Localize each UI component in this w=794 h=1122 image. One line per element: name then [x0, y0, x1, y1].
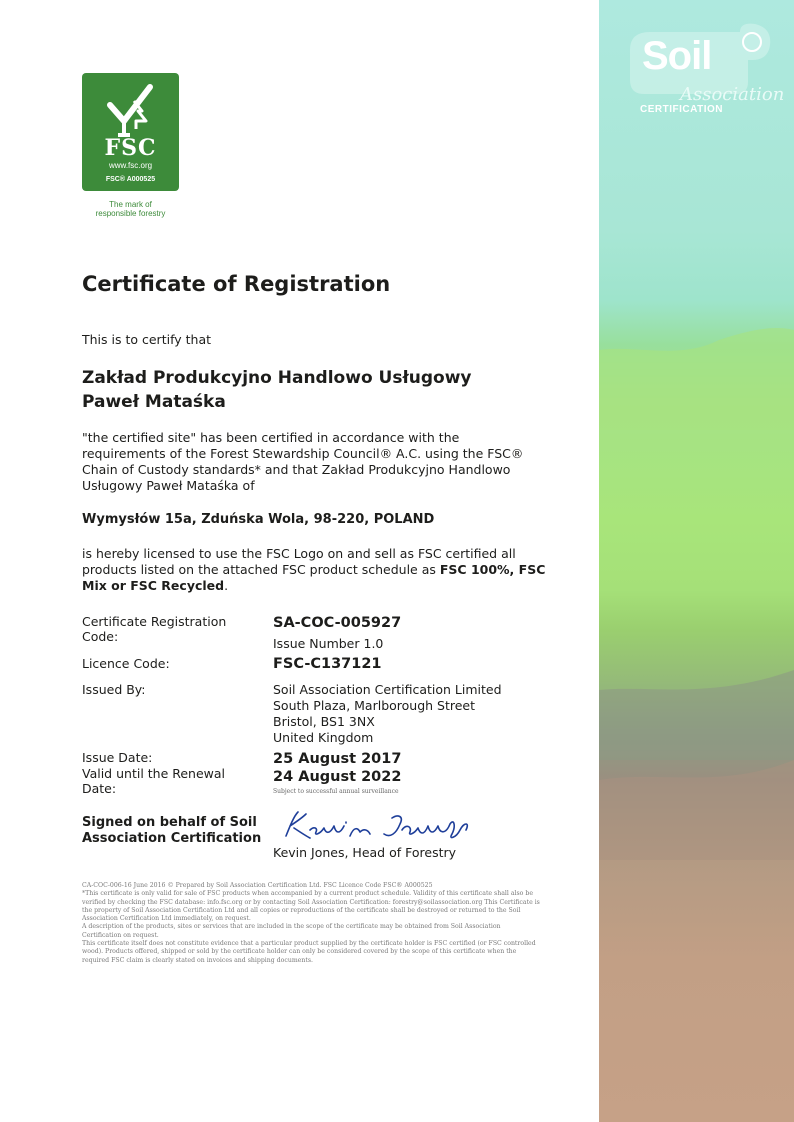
- licence-line-text: products listed on the attached FSC product schedule as: [82, 562, 440, 577]
- fsc-tagline-line: The mark of: [109, 200, 152, 209]
- footer-line: This certificate itself does not constitute evidence that a particular product supplied by the certificate holder is FSC certified (or FSC controlled: [82, 940, 536, 948]
- licence-line: is hereby licensed to use the FSC Logo on and sell as FSC certified all: [82, 546, 516, 561]
- signed-label: [82, 815, 262, 847]
- label-line: Signed on behalf of Soil: [82, 815, 257, 830]
- surveillance-note: Subject to successful annual surveillance: [273, 788, 399, 795]
- fsc-tagline-line: responsible forestry: [95, 209, 166, 218]
- fsc-tree-check-icon: [104, 81, 158, 137]
- issued-by-label: Issued By:: [82, 682, 146, 697]
- signature: [280, 808, 490, 844]
- issue-number: Issue Number 1.0: [273, 636, 384, 651]
- soil-logo-word: Soil: [642, 34, 712, 78]
- landscape-hills: [599, 0, 794, 1122]
- licence-claims: Mix or FSC Recycled: [82, 578, 225, 593]
- statement-line: Chain of Custody standards* and that Zakład Produkcyjno Handlowo: [82, 462, 511, 477]
- certificate-holder: [82, 366, 582, 414]
- soil-logo-sub: CERTIFICATION: [640, 104, 723, 115]
- label-line: Code:: [82, 629, 119, 644]
- issuer-line: Bristol, BS1 3NX: [273, 714, 375, 729]
- intro-text: This is to certify that: [82, 332, 212, 347]
- soil-logo-script: Association: [680, 84, 785, 105]
- footer-line: *This certificate is only valid for sale of FSC products when accompanied by a current product schedule. Validity of this certificate shall also be: [82, 890, 533, 898]
- licence-line: [82, 578, 582, 594]
- label-line: Valid until the Renewal: [82, 766, 226, 781]
- label-line: Date:: [82, 781, 117, 796]
- valid-date-value: 24 August 2022: [273, 769, 402, 785]
- issuer-line: South Plaza, Marlborough Street: [273, 698, 476, 713]
- holder-address: Wymysłów 15a, Zduńska Wola, 98-220, POLAND: [82, 512, 435, 527]
- reg-code-value: SA-COC-005927: [273, 615, 402, 631]
- licence-code-value: FSC-C137121: [273, 656, 382, 672]
- footer-fine-print: [82, 882, 562, 965]
- valid-until-label: [82, 766, 262, 796]
- holder-line: Zakład Produkcyjno Handlowo Usługowy: [82, 368, 472, 388]
- label-line: Association Certification: [82, 831, 262, 846]
- statement-line: Usługowy Paweł Mataśka of: [82, 478, 255, 493]
- issuer-line: United Kingdom: [273, 730, 374, 745]
- issuer-address: [273, 682, 573, 746]
- licence-line-end: .: [224, 578, 229, 593]
- fsc-website: www.fsc.org: [108, 161, 153, 170]
- page-title: Certificate of Registration: [82, 272, 391, 296]
- fsc-logo: [82, 73, 179, 191]
- fsc-licence-code: FSC® A000525: [105, 176, 156, 183]
- licence-statement: [82, 546, 582, 594]
- certification-statement: [82, 430, 582, 494]
- fsc-tagline: [82, 200, 179, 218]
- issue-date-value: 25 August 2017: [273, 751, 402, 767]
- reg-code-label: [82, 614, 262, 644]
- licence-code-label: Licence Code:: [82, 656, 170, 671]
- footer-line: verified by checking the FSC database: info.fsc.org or by contacting Soil Association Certification: forestry@soilassociation.org This Certificate is: [82, 898, 540, 906]
- issue-date-label: Issue Date:: [82, 750, 153, 765]
- footer-line: the property of Soil Association Certification Ltd and all copies or reproductions of the certificate shall be destroyed or returned to the Soil: [82, 906, 521, 914]
- footer-line: Association Certification Ltd immediately, on request.: [82, 915, 251, 923]
- footer-line: required FSC claim is clearly stated on invoices and shipping documents.: [82, 956, 313, 964]
- signatory-name: Kevin Jones, Head of Forestry: [273, 845, 457, 860]
- holder-line: Paweł Mataśka: [82, 392, 226, 412]
- fsc-brand: FSC: [104, 135, 157, 161]
- issuer-line: Soil Association Certification Limited: [273, 682, 502, 697]
- statement-line: requirements of the Forest Stewardship Council® A.C. using the FSC®: [82, 446, 524, 461]
- footer-line: CA-COC-006-16 June 2016 © Prepared by Soil Association Certification Ltd. FSC Licence Code FSC® A000525: [82, 882, 433, 889]
- footer-line: wood). Products offered, shipped or sold by the certificate holder can only be considered covered by the scope of this certificate when the: [82, 948, 517, 956]
- label-line: Certificate Registration: [82, 614, 227, 629]
- landscape-band: [599, 0, 794, 1122]
- licence-line: [82, 562, 582, 578]
- statement-line: "the certified site" has been certified in accordance with the: [82, 430, 460, 445]
- footer-line: Certification on request.: [82, 931, 159, 939]
- footer-line: A description of the products, sites or services that are included in the scope of the certificate may be obtained from Soil Association: [82, 923, 501, 931]
- soil-association-logo: [620, 20, 785, 130]
- licence-claims: FSC 100%, FSC: [439, 562, 546, 577]
